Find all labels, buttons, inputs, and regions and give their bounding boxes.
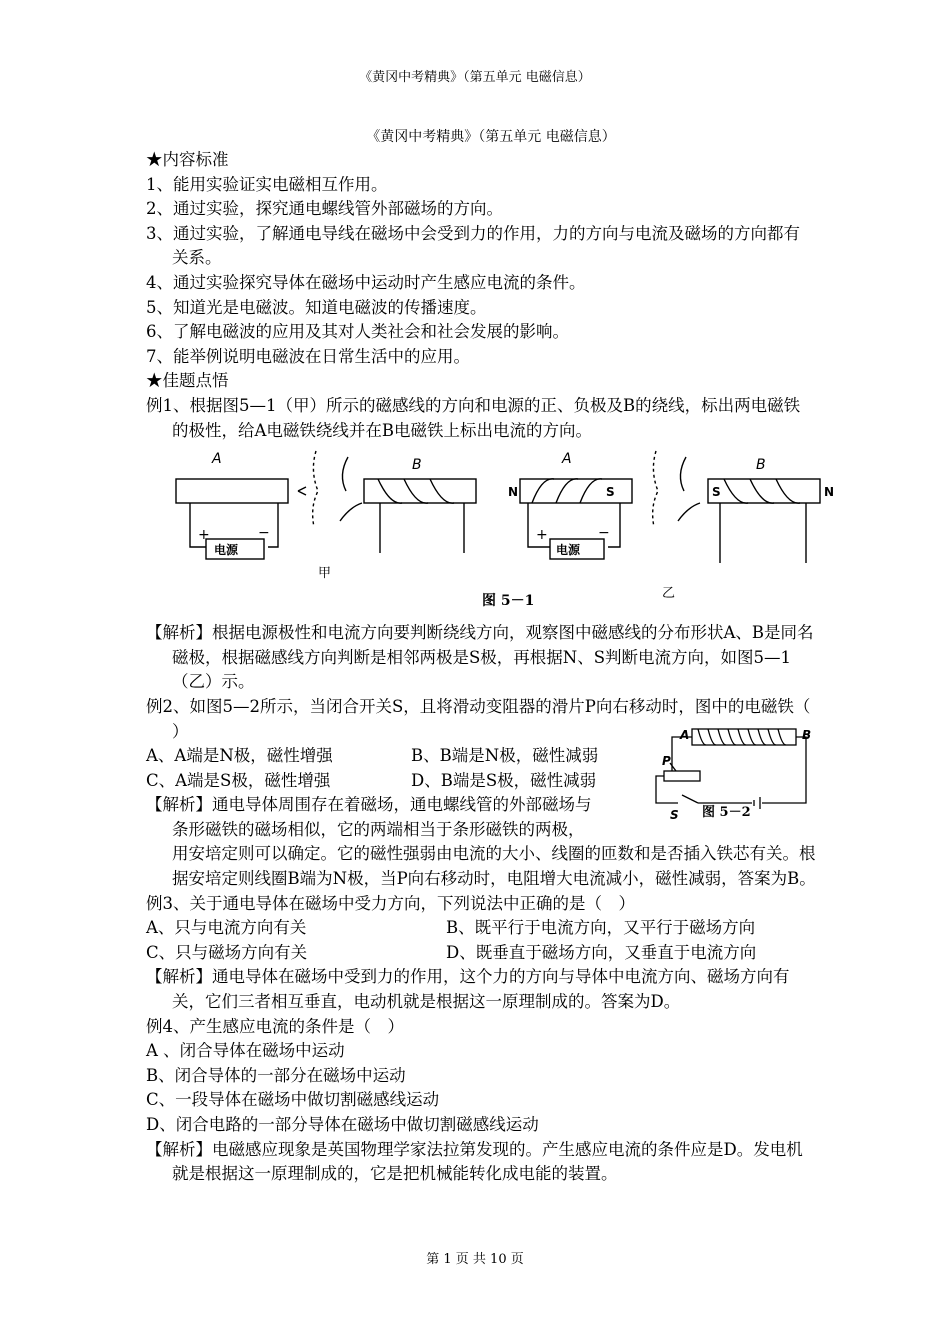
figure-5-1: [146, 443, 835, 621]
power-label-left: 电源: [214, 543, 239, 558]
fig2-label-s: S: [670, 807, 679, 822]
caption-jia: 甲: [318, 566, 332, 582]
example-3-option: A、只与电流方向有关: [146, 918, 307, 938]
example-3-options-row: [146, 941, 816, 966]
example-2-option: A、A端是N极，磁性增强: [146, 746, 333, 766]
label-b-right: B: [756, 457, 766, 474]
section-heading-standards: ★内容标准: [146, 150, 229, 169]
standard-item: 3、通过实验，了解通电导线在磁场中会受到力的作用，力的方向与电流及磁场的方向都有关系。: [146, 223, 800, 268]
standard-item: 6、了解电磁波的应用及其对人类社会和社会发展的影响。: [146, 322, 569, 342]
example-1-question: 例1、根据图5—1（甲）所示的磁感线的方向和电源的正、负极及B的绕线，标出两电磁铁的极性，给A电磁铁绕线并在B电磁铁上标出电流的方向。: [146, 395, 801, 440]
example-4-question: 例4、产生感应电流的条件是（ ）: [146, 1016, 404, 1036]
example-2-option: C、A端是S极，磁性增强: [146, 770, 331, 790]
magnet-a-left: [176, 479, 288, 503]
minus-left: −: [258, 525, 270, 542]
standard-item: 2、通过实验，探究通电螺线管外部磁场的方向。: [146, 199, 503, 219]
example-3-options-row: [146, 916, 816, 941]
page-header: 《黄冈中考精典》（第五单元 电磁信息）: [359, 70, 591, 85]
example-4-option: B、闭合导体的一部分在磁场中运动: [146, 1065, 406, 1085]
standard-item: 7、能举例说明电磁波在日常生活中的应用。: [146, 346, 470, 366]
example-2-analysis-line: 用安培定则可以确定。它的磁性强弱由电流的大小、线圈的匝数和是否插入铁芯有关。根据安培定则线圈B端为N极，当P向右移动时，电阻增大电流减小，磁性减弱，答案为B。: [172, 844, 816, 889]
fig2-label-b: B: [802, 727, 812, 742]
electromagnet-diagram: [146, 443, 835, 621]
pole-s-a: S: [606, 485, 615, 500]
example-3-option: C、只与磁场方向有关: [146, 942, 308, 962]
pole-n-a: N: [508, 485, 519, 500]
example-2-analysis-line: 【解析】通电导体周围存在着磁场，通电螺线管的外部磁场与: [146, 795, 592, 815]
label-b-left: B: [412, 457, 422, 474]
example-2: [146, 695, 833, 892]
magnet-b-left: [364, 479, 476, 503]
example-4-option: C、一段导体在磁场中做切割磁感线运动: [146, 1090, 440, 1110]
example-3-question: 例3、关于通电导体在磁场中受力方向，下列说法中正确的是（ ）: [146, 893, 635, 913]
pole-s-b: S: [712, 485, 721, 500]
plus-right: +: [536, 527, 548, 544]
example-3-analysis: 【解析】通电导体在磁场中受到力的作用，这个力的方向与导体中电流方向、磁场方向有关，它们三者相互垂直，电动机就是根据这一原理制成的。答案为D。: [146, 967, 790, 1012]
caption-yi: 乙: [662, 586, 676, 602]
example-4-option: D、闭合电路的一部分导体在磁场中做切割磁感线运动: [146, 1115, 539, 1134]
example-2-options-row: [146, 769, 651, 794]
document-body: [146, 126, 835, 1187]
fig2-label-p: P: [662, 753, 671, 768]
example-4-analysis: 【解析】电磁感应现象是英国物理学家法拉第发现的。产生感应电流的条件应是D。发电机就是根据这一原理制成的，它是把机械能转化成电能的装置。: [146, 1139, 803, 1184]
example-2-options-row: [146, 744, 651, 769]
example-1-analysis: 【解析】根据电源极性和电流方向要判断绕线方向，观察图中磁感线的分布形状A、B是同名磁极，根据磁感线方向判断是相邻两极是S极，再根据N、S判断电流方向，如图5—1（乙）示。: [146, 623, 814, 692]
example-3-option: D、既垂直于磁场方向，又垂直于电流方向: [446, 942, 757, 962]
section-heading-examples: ★佳题点悟: [146, 371, 229, 391]
figure-5-1-caption: 图 5－1: [482, 593, 535, 610]
fig2-label-a: A: [680, 727, 690, 742]
power-label-right: 电源: [556, 543, 581, 558]
label-a-right: A: [562, 451, 572, 468]
minus-right: −: [598, 525, 610, 542]
example-2-analysis-line: 条形磁铁的磁场相似，它的两端相当于条形磁铁的两极，: [172, 819, 585, 839]
example-3-option: B、既平行于电流方向，又平行于磁场方向: [446, 918, 756, 938]
document-title: 《黄冈中考精典》（第五单元 电磁信息）: [366, 129, 616, 145]
figure-5-2-caption: 图 5－2: [702, 804, 751, 820]
example-4-option: A 、闭合导体在磁场中运动: [146, 1041, 345, 1061]
standard-item: 4、通过实验探究导体在磁场中运动时产生感应电流的条件。: [146, 272, 586, 292]
example-2-option: B、B端是N极，磁性减弱: [411, 746, 599, 766]
label-a-left: A: [212, 451, 222, 468]
example-2-option: D、B端是S极，磁性减弱: [411, 770, 597, 790]
plus-left: +: [198, 527, 210, 544]
standard-item: 1、能用实验证实电磁相互作用。: [146, 174, 388, 194]
page-footer: 第 1 页 共 10 页: [426, 1252, 524, 1267]
example-2-question: 例2、如图5—2所示，当闭合开关S，且将滑动变阻器的滑片P向右移动时，图中的电磁铁（ ）: [146, 696, 833, 741]
pole-n-b: N: [824, 485, 835, 500]
standard-item: 5、知道光是电磁波。知道电磁波的传播速度。: [146, 297, 487, 317]
